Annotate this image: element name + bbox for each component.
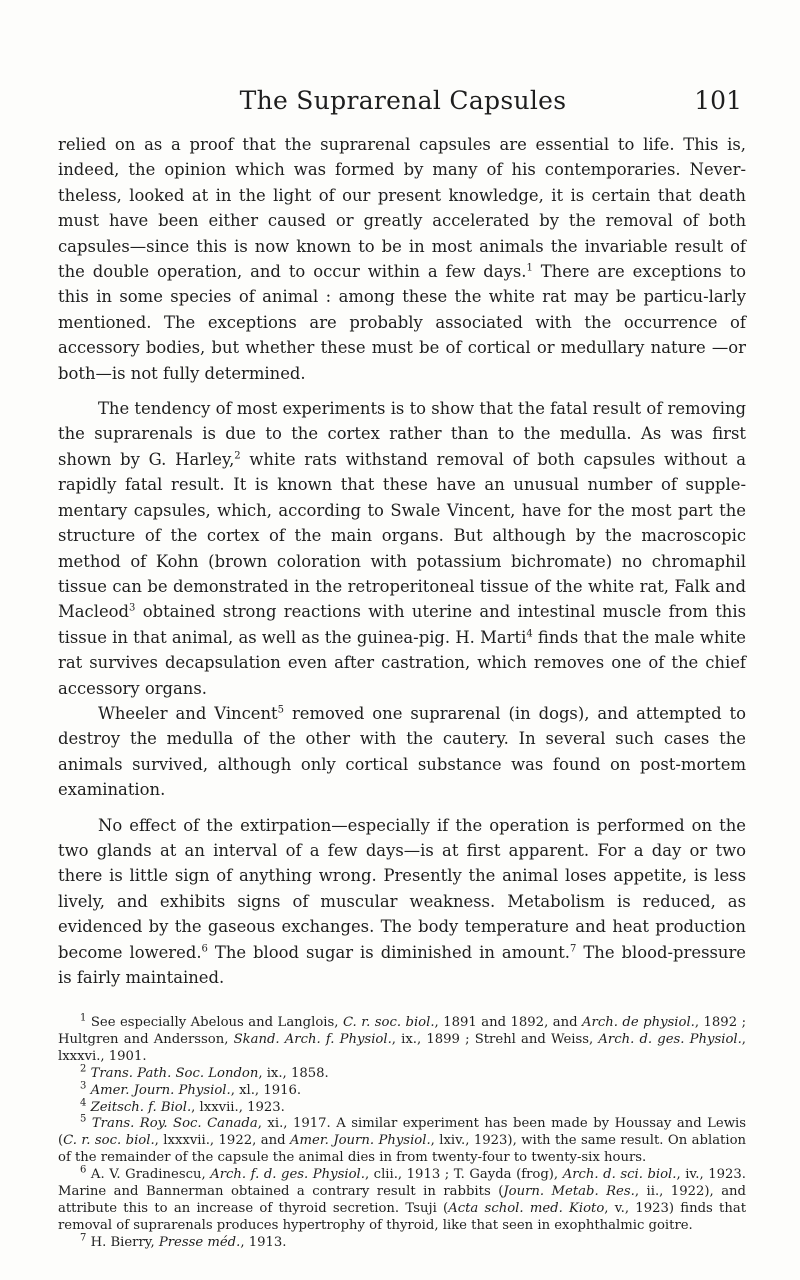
paragraph-4: No effect of the extirpation—especially if the operation is performed on the two glands at an interval of a few days—is at first apparent. For a day or two there is little sign of anything wrong. Presently the animal loses appetite, is less lively, and exhibits signs of muscular weakness. Metabolism is reduced, as evidenced by the gaseous exchanges. The body temperature and heat production become lowered.$^6$ The blood sugar is diminished in amount.$^7$ The blood-pressure is fairly maintained. xyxy=(58,815,746,987)
footnote-5: $^5$ Trans. Roy. Soc. Canada, xi., 1917. A similar experiment has been made by Houssay and Lewis (C. r. soc. biol., lxxxvii., 1922, and Amer. Journ. Physiol., lxiv., 1923), with the same result. On ablation of the remainder of the capsule the animal dies in from twenty-four to twenty-six hours. xyxy=(58,1114,747,1166)
footnote-7: $^7$ H. Bierry, Presse méd., 1913. xyxy=(80,1232,287,1250)
footnote-4: $^4$ Zeitsch. f. Biol., lxxvii., 1923. xyxy=(80,1097,285,1115)
footnote-ref-2[interactable]: 2 xyxy=(234,450,241,462)
page-number: 101 xyxy=(694,86,742,115)
footnotes xyxy=(58,1012,747,1252)
footnote-ref-4[interactable]: 4 xyxy=(526,628,533,640)
footnote-ref-1[interactable]: 1 xyxy=(526,262,533,274)
footnote-ref-5[interactable]: 5 xyxy=(277,704,285,716)
running-title: The Suprarenal Capsules xyxy=(239,86,567,115)
footnote-ref-7[interactable]: 7 xyxy=(570,943,577,955)
running-head xyxy=(58,86,748,122)
footnote-ref-3[interactable]: 3 xyxy=(129,602,136,614)
footnote-2: $^2$ Trans. Path. Soc. London, ix., 1858. xyxy=(80,1063,329,1081)
paragraph-3: Wheeler and Vincent$^5$ removed one suprarenal (in dogs), and attempted to destroy the medulla of the other with the cautery. In several such cases the animals survived, although only cortical substance was found on post-mortem examination. xyxy=(58,703,746,800)
body-text xyxy=(58,132,746,990)
footnote-3: $^3$ Amer. Journ. Physiol., xl., 1916. xyxy=(80,1080,302,1098)
paragraph-1: relied on as a proof that the suprarenal capsules are essential to life. This is, indeed, the opinion which was formed by many of his contemporaries. Never-theless, looked at in the light of our present knowledge, it is certain that death must have been either caused or greatly accelerated by the removal of both capsules—since this is now known to be in most animals the invariable result of the double operation, and to occur within a few days.$^1$ There are exceptions to this in some species of animal : among these the white rat may be particu-larly mentioned. The exceptions are probably associated with the occurrence of accessory bodies, but whether these must be of cortical or medullary nature —or both—is not fully determined. xyxy=(58,135,746,383)
paragraph-2: The tendency of most experiments is to show that the fatal result of removing the suprarenals is due to the cortex rather than to the medulla. As was first shown by G. Harley,$^2$ white rats withstand removal of both capsules without a rapidly fatal result. It is known that these have an unusual number of supple-mentary capsules, which, according to Swale Vincent, have for the most part the structure of the cortex of the main organs. But although by the macroscopic method of Kohn (brown coloration with potassium bichromate) no chromaphil tissue can be demonstrated in the retroperitoneal tissue of the white rat, Falk and Macleod$^3$ obtained strong reactions with uterine and intestinal muscle from this tissue in that animal, as well as the guinea-pig. H. Marti$^4$ finds that the male white rat survives decapsulation even after castration, which removes one of the chief accessory organs. xyxy=(58,399,746,698)
footnote-6: $^6$ A. V. Gradinescu, Arch. f. d. ges. Physiol., clii., 1913 ; T. Gayda (frog), Arch. d. sci. biol., iv., 1923. Marine and Bannerman obtained a contrary result in rabbits (Journ. Metab. Res., ii., 1922), and attribute this to an increase of thyroid secretion. Tsuji (Acta schol. med. Kioto, v., 1923) finds that removal of suprarenals produces hypertrophy of thyroid, like that seen in exophthalmic goitre. xyxy=(58,1164,747,1233)
footnote-ref-6[interactable]: 6 xyxy=(201,943,208,955)
footnote-1: $^1$ See especially Abelous and Langlois, C. r. soc. biol., 1891 and 1892, and Arch. de physiol., 1892 ; Hultgren and Andersson, Skand. Arch. f. Physiol., ix., 1899 ; Strehl and Weiss, Arch. d. ges. Physiol., lxxxvi., 1901. xyxy=(58,1012,747,1064)
